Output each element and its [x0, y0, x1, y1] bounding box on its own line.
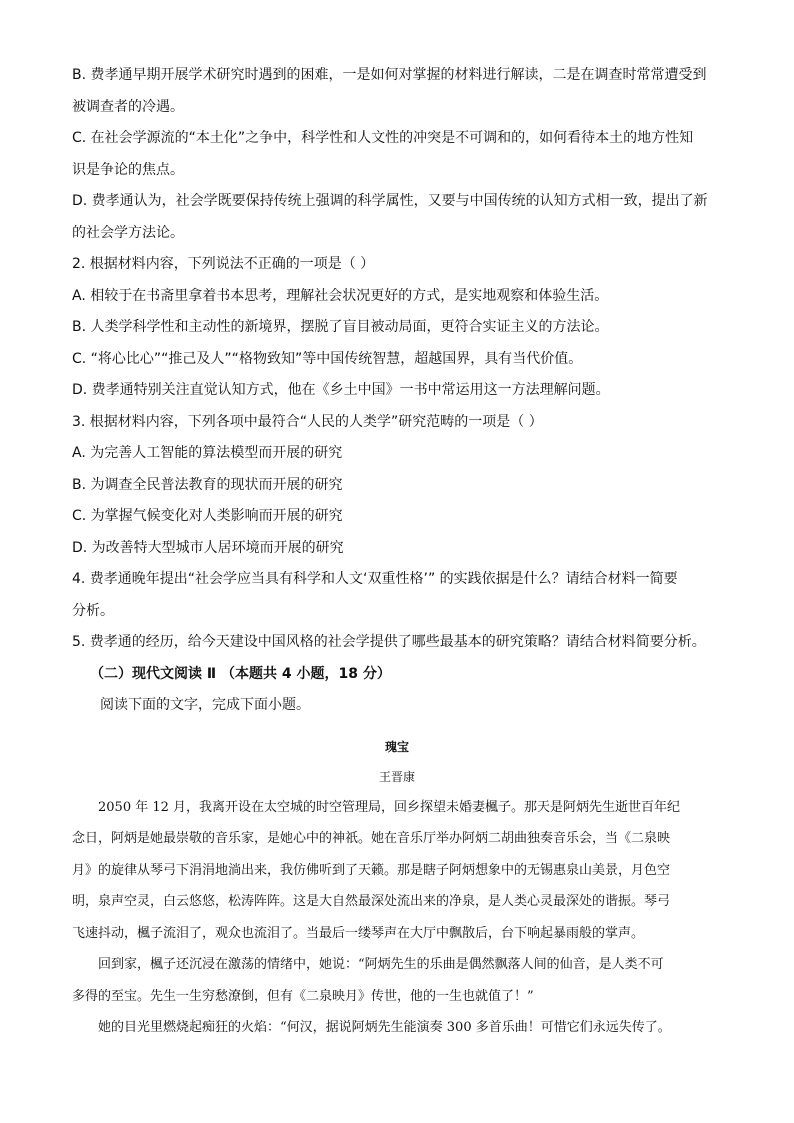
question-2-stem: 2. 根据材料内容，下列说法不正确的一项是（ ） [72, 256, 375, 272]
story-paragraph-3 [72, 1012, 722, 1044]
story-paragraph-1 [72, 792, 722, 950]
story-p2-line-1: 回到家，楓子还沉浸在激荡的情绪中，她说：“阿炳先生的乐曲是偶然飘落人间的仙音，是人类不可 [98, 957, 664, 972]
page-content [72, 60, 722, 1044]
option-b-line-1: B. 费孝通早期开展学术研究时遇到的困难，一是如何对掌握的材料进行解读，二是在调查时常常遭受到 [72, 67, 707, 83]
option-d-line-1: D. 费孝通认为，社会学既要保持传统上强调的科学属性，又要与中国传统的认知方式相一致，提出了新 [72, 193, 708, 209]
question-2 [72, 249, 722, 407]
story-body [72, 792, 722, 1044]
question-4-line-2: 分析。 [72, 602, 114, 619]
option-c-line-2: 识是争论的焦点。 [72, 161, 184, 178]
story-p1-line-1: 2050 年 12 月，我离开设在太空城的时空管理局，回乡探望未婚妻楓子。那天是阿炳先生逝世百年纪 [98, 799, 681, 815]
question-1-options [72, 60, 722, 249]
question-2-option-d: D. 费孝通特别关注直觉认知方式，他在《乡土中国》一书中常运用这一方法理解问题。 [72, 382, 610, 398]
story-p1-line-5: 飞速抖动，楓子流泪了，观众也流泪了。当最后一缕琴声在大厅中飘散后，台下响起暴雨般的掌声。 [72, 925, 645, 941]
question-3-option-c: C. 为掌握气候变化对人类影响而开展的研究 [72, 508, 343, 524]
story-author: 王晋康 [378, 769, 415, 784]
story-p3-line-1: 她的目光里燃烧起痴狂的火焰：“何汉，据说阿炳先生能演奏 300 多首乐曲！可惜它们永远失传了。 [98, 1020, 671, 1035]
question-3-option-b: B. 为调查全民普法教育的现状而开展的研究 [72, 476, 343, 493]
story-paragraph-2 [72, 949, 722, 1012]
question-4 [72, 564, 722, 627]
story-p2-line-2: 多得的至宝。先生一生穷愁潦倒，但有《二泉映月》传世，他的一生也就值了！” [72, 988, 534, 1004]
question-2-option-c: C. “将心比心”“推己及人”“格物致知”等中国传统智慧，超越国界，具有当代价值。 [72, 350, 583, 367]
question-3-stem: 3. 根据材料内容，下列各项中最符合“人民的人类学”研究范畴的一项是（ ） [72, 413, 543, 430]
question-5: 5. 费孝通的经历，给今天建设中国风格的社会学提供了哪些最基本的研究策略？请结合材料简要分析。 [72, 634, 706, 650]
question-2-option-b: B. 人类学科学性和主动性的新境界，摆脱了盲目被动局面，更符合实证主义的方法论。 [72, 319, 609, 335]
story-title: 瑰宝 [384, 739, 409, 754]
question-4-line-1: 4. 费孝通晚年提出“社会学应当具有科学和人文‘双重性格’” 的实践依据是什么？请结合材料一简要 [72, 571, 678, 587]
section-instruction: 阅读下面的文字，完成下面小题。 [100, 697, 310, 713]
option-d-line-2: 的社会学方法论。 [72, 224, 184, 241]
option-b-line-2: 被调查者的冷遇。 [72, 98, 184, 115]
question-3-option-d: D. 为改善特大型城市人居环境而开展的研究 [72, 539, 344, 556]
story-p1-line-2: 念日，阿炳是她最崇敬的音乐家，是她心中的神祇。她在音乐厅举办阿炳二胡曲独奏音乐会，当《二泉映 [72, 831, 671, 846]
question-2-option-a: A. 相较于在书斋里拿着书本思考，理解社会状况更好的方式，是实地观察和体验生活。 [72, 287, 609, 304]
story-p1-line-4: 明，泉声空灵，白云悠悠，松涛阵阵。这是大自然最深处流出来的净泉，是人类心灵最深处的谐振。琴弓 [72, 894, 671, 909]
option-c-line-1: C. 在社会学源流的“本土化”之争中，科学性和人文性的冲突是不可调和的，如何看待本土的地方性知 [72, 130, 694, 146]
question-3-option-a: A. 为完善人工智能的算法模型而开展的研究 [72, 445, 343, 461]
section-heading: （二）现代文阅读 Ⅱ （本题共 4 小题，18 分） [90, 665, 391, 682]
question-3 [72, 407, 722, 565]
story-p1-line-3: 月》的旋律从琴弓下涓涓地淌出来，我仿佛听到了天籁。那是瞎子阿炳想象中的无锡惠泉山美景，月色空 [72, 862, 671, 878]
